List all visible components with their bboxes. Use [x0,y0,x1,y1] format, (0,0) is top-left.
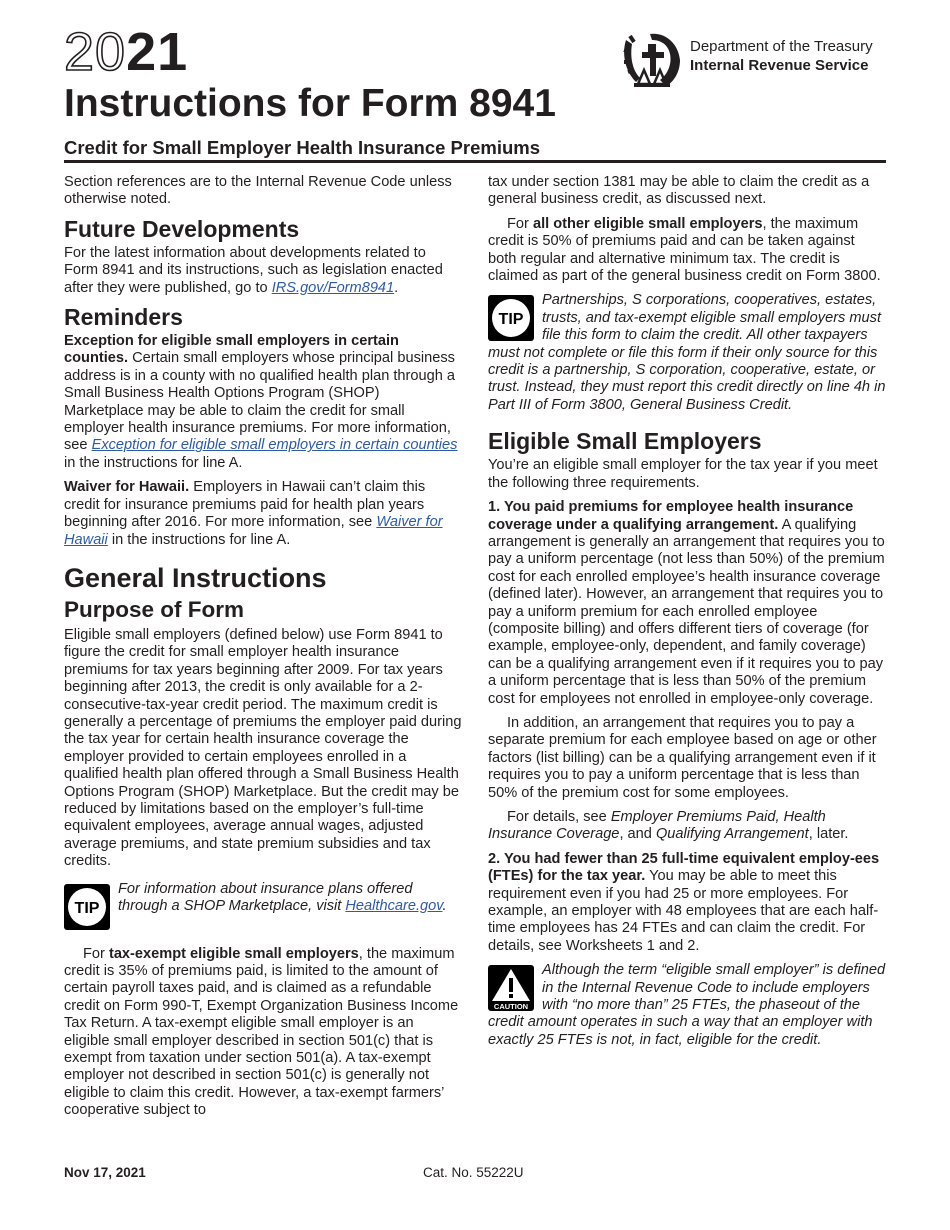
caution-label: CAUTION [493,1002,529,1012]
tip-note: TIP Partnerships, S corporations, cooperatives, estates, trusts, and tax-exempt eligible small employers must file this form to claim the credit. All other taxpayers must not complete or file this form if their only source for this credit is a partnership, S corporation, cooperative, estate, or trust. Instead, they must report this credit directly on line 4h in Part III of Form 3800, General Business Credit. [488,292,886,413]
requirement-1: 1. You paid premiums for employee health insurance coverage under a qualifying arrangement. A qualifying arrangement is generally an arrangement that requires you to pay a uniform percentage (not less than 50%) of the premium cost for each enrolled employee’s health insurance coverage (defined later). However, an arrangement that requires you to pay a uniform premium for each enrolled employee (composite billing) and offers different tiers of coverage (for example, employee-only, dependent, and family coverage) can be a qualifying arrangement even if it requires you to pay a uniform percentage that is less than 50% of the premium cost for employees not enrolled in employee-only coverage. [488,499,885,707]
exception-counties-link[interactable]: Exception for eligible small employers in certain counties [91,437,458,454]
future-developments-heading: Future Developments [64,215,300,242]
header-divider [64,160,886,163]
left-column [64,174,462,1127]
page-title: Instructions for Form 8941 [64,82,556,125]
purpose-heading: Purpose of Form [64,596,245,622]
waiver-hawaii-link[interactable]: Waiver for Hawaii [64,514,443,548]
addition-paragraph: In addition, an arrangement that requires you to pay a separate premium for each employee based on age or other factors (list billing) can be a qualifying arrangement even if it requires you to pay a uniform percentage that is less than 50% of the premium cost for some employees. [488,714,877,801]
general-instructions-heading: General Instructions [64,562,327,593]
other-employers-paragraph: For all other eligible small employers, the maximum credit is 50% of premiums paid and can be taken against both regular and alternative minimum tax. The credit is claimed as part of the general business credit on Form 3800. [488,215,881,285]
tip-icon [64,884,110,930]
requirement-2: 2. You had fewer than 25 full-time equivalent employ-ees (FTEs) for the tax year. You may be able to meet this requirement even if you had 25 or more employees. For example, an employer with 48 employees that are each half-time employees has 24 FTEs and can claim the credit. For details, see Worksheets 1 and 2. [488,850,880,954]
eligible-intro: You’re an eligible small employer for the tax year if you meet the following three requirements. [488,457,878,491]
caution-icon [488,965,534,1011]
tax-exempt-paragraph: For tax-exempt eligible small employers, the maximum credit is 35% of premiums paid, is limited to the amount of certain payroll taxes paid, and is claimed as a refundable credit on Form 990-T, Exempt Organization Business Income Tax Return. A tax-exempt eligible small employer is an eligible small employer described in section 501(c) that is exempt from taxation under section 501(a). A tax-exempt employer not described in section 501(c) is generally not eligible to claim this credit. However, a tax-exempt farmers’ cooperative subject to [64,945,459,1119]
caution-note: CAUTION Although the term “eligible small employer” is defined in the Internal Revenue Code to include employers with “no more than” 25 FTEs, the phaseout of the credit amount operates in such a way that an employer with exactly 25 FTEs is not, in fact, eligible for the credit. [488,962,886,1048]
agency-department: Department of the Treasury [690,38,873,55]
healthcare-gov-link[interactable]: Healthcare.gov [345,898,443,914]
year-bold: 21 [126,22,189,82]
form-year [64,22,188,82]
eligible-small-employers-heading: Eligible Small Employers [488,428,762,455]
exception-paragraph: Exception for eligible small employers in certain counties. Certain small employers whose principal business address is in a county with no qualified health plan through a Small Business Health Options Program (SHOP) Marketplace may be able to claim the credit for small employer health insurance premiums. For more information, see Exception for eligible small employers in certain counties in the instructions for line A. [64,333,458,471]
irs-eagle-logo-icon [620,30,684,88]
purpose-text: Eligible small employers (defined below) use Form 8941 to figure the credit for small employer health insurance premiums for tax years beginning after 2009. For tax years beginning after 2013, the credit is only available for a 2-consecutive-tax-year credit period. The maximum credit is generally a percentage of premiums the employer paid during the tax year for certain health insurance coverage the employer provided to certain employees enrolled in a qualified health plan offered through a Small Business Health Options Program (SHOP) Marketplace. But the credit may be reduced by limitations based on the employer’s full-time equivalent employees, average annual wages, adjusted average premiums, and state premium subsidies and tax credits. [64,626,462,870]
tip-label: TIP [498,311,524,329]
year-outline: 20 [64,22,127,82]
revision-date: Nov 17, 2021 [64,1165,146,1180]
tip-icon [488,295,534,341]
future-developments-text: For the latest information about developments related to Form 8941 and its instructions, such as legislation enacted after they were published, go to IRS.gov/Form8941. [64,244,443,296]
intro-text: Section references are to the Internal Revenue Code unless otherwise noted. [64,174,452,208]
agency-name [690,37,873,75]
reminders-heading: Reminders [64,304,183,331]
hawaii-paragraph: Waiver for Hawaii. Employers in Hawaii can’t claim this credit for insurance premiums paid for health plan years beginning after 2016. For more information, see Waiver for Hawaii in the instructions for line A. [64,479,443,548]
tip-note: TIP For information about insurance plans offered through a SHOP Marketplace, visit Healthcare.gov. [64,881,462,930]
irs-gov-form8941-link[interactable]: IRS.gov/Form8941 [271,279,395,296]
agency-irs: Internal Revenue Service [690,57,869,74]
tip-label: TIP [74,899,100,917]
details-paragraph: For details, see Employer Premiums Paid, Health Insurance Coverage, and Qualifying Arrangement, later. [488,809,849,843]
catalog-number: Cat. No. 55222U [423,1165,524,1180]
right-column [488,174,886,1056]
continued-text: tax under section 1381 may be able to claim the credit as a general business credit, as discussed next. [488,174,870,208]
page-subtitle: Credit for Small Employer Health Insurance Premiums [64,137,541,158]
